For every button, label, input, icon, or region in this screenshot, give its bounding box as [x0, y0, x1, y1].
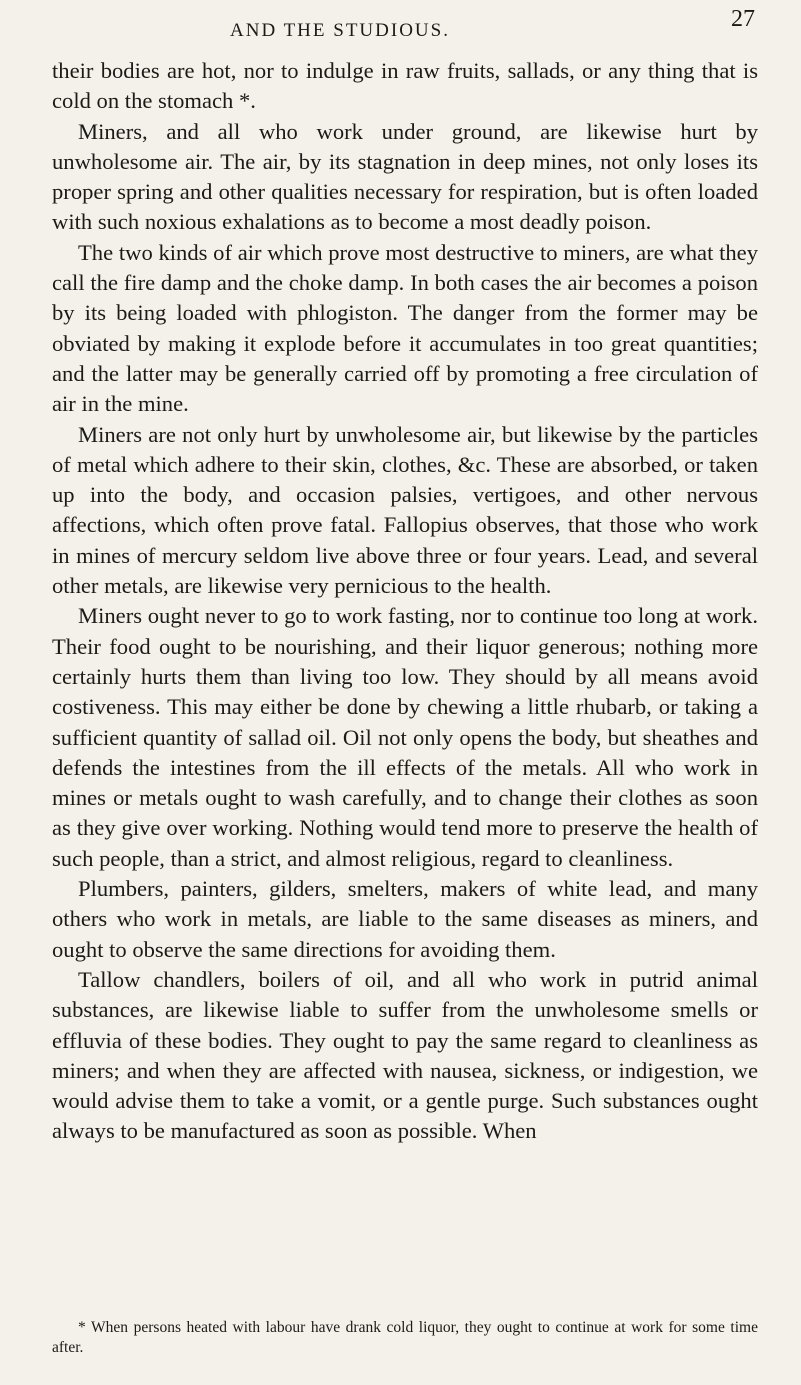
- paragraph: Miners, and all who work under ground, are likewise hurt by unwholesome air. The air, by its stagnation in deep mines, not only loses its proper spring and other qualities necessary for respiration, but is often loaded with such noxious exhalations as to become a most deadly poison.: [52, 118, 758, 235]
- paragraph: Tallow chandlers, boilers of oil, and all who work in putrid animal substances, are likewise liable to suffer from the unwholesome smells or effluvia of these bodies. They ought to pay the same regard to cleanliness as miners; and when they are affected with nausea, sickness, or indigestion, we would advise them to take a vomit, or a gentle purge. Such substances ought always to be manufactured as soon as possible. When: [52, 966, 758, 1144]
- paragraph: their bodies are hot, nor to indulge in raw fruits, sallads, or any thing that is cold on the stomach *.: [52, 58, 758, 114]
- body-text: [52, 56, 758, 1147]
- paragraph: Plumbers, painters, gilders, smelters, makers of white lead, and many others who work in metals, are liable to the same diseases as miners, and ought to observe the same directions for avoiding them.: [52, 876, 758, 962]
- paragraph: The two kinds of air which prove most destructive to miners, are what they call the fire damp and the choke damp. In both cases the air becomes a poison by its being loaded with phlogiston. The danger from the former may be obviated by making it explode before it accumulates in too great quantities; and the latter may be generally carried off by promoting a free circulation of air in the mine.: [52, 239, 758, 417]
- running-head: AND THE STUDIOUS.: [230, 20, 450, 41]
- page-number: 27: [731, 6, 755, 32]
- paragraph: Miners ought never to go to work fasting, nor to continue too long at work. Their food ought to be nourishing, and their liquor generous; nothing more certainly hurts them than living too low. They should by all means avoid costiveness. This may either be done by chewing a little rhubarb, or taking a sufficient quantity of sallad oil. Oil not only opens the body, but sheathes and defends the intestines from the ill effects of the metals. All who work in mines or metals ought to wash carefully, and to change their clothes as soon as they give over working. Nothing would tend more to preserve the health of such people, than a strict, and almost religious, regard to cleanliness.: [52, 603, 758, 871]
- footnote: * When persons heated with labour have drank cold liquor, they ought to continue at work for some time after.: [52, 1319, 758, 1356]
- paragraph: Miners are not only hurt by unwholesome air, but likewise by the particles of metal which adhere to their skin, clothes, &c. These are absorbed, or taken up into the body, and occasion palsies, vertigoes, and other nervous affections, which often prove fatal. Fallopius observes, that those who work in mines of mercury seldom live above three or four years. Lead, and several other metals, are likewise very pernicious to the health.: [52, 421, 758, 599]
